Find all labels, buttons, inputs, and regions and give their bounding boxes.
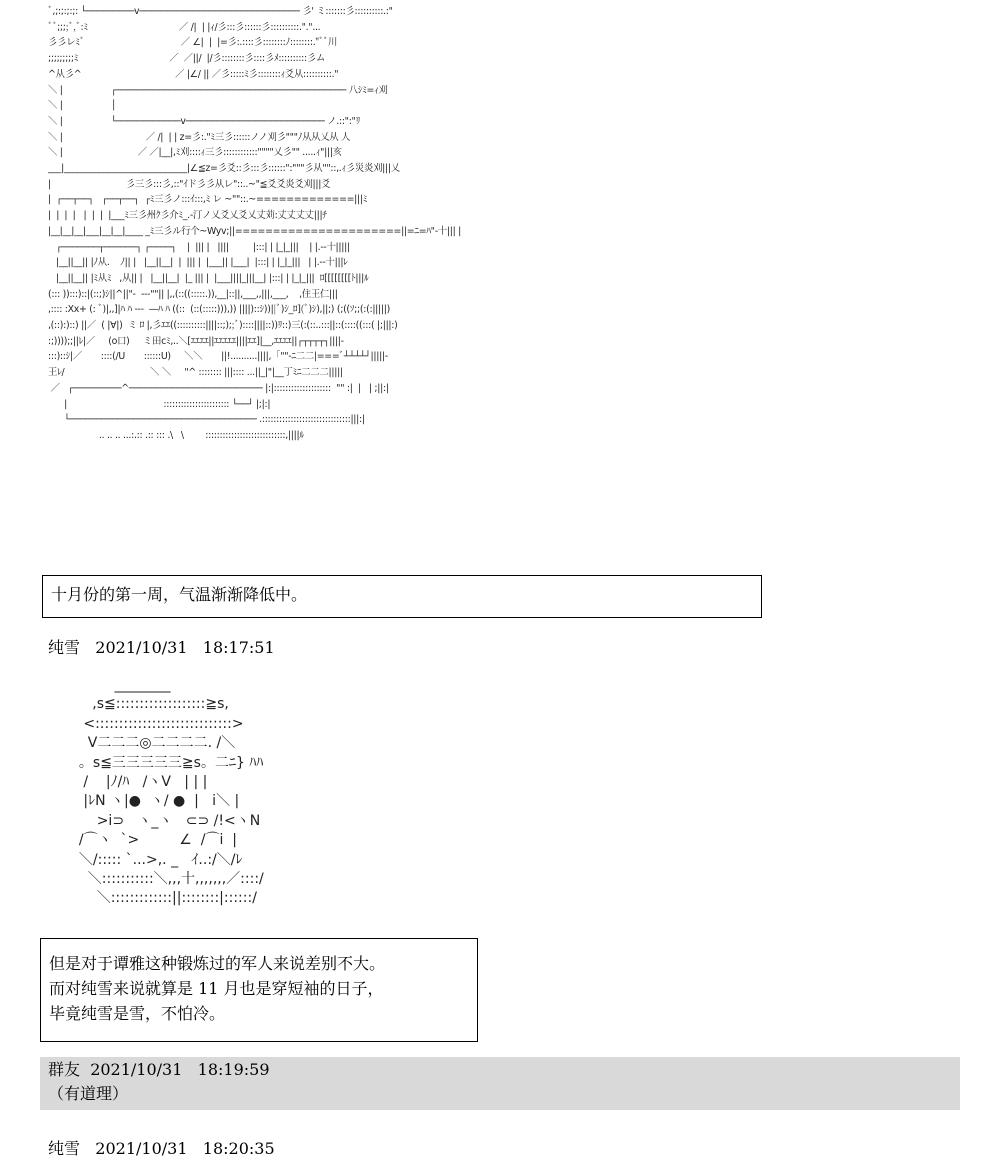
post-author: 纯雪 (48, 638, 81, 657)
reply-text: （有道理） (48, 1084, 129, 1103)
ascii-art-character: ________ ,s≦:::::::::::::::::::≧s, <:::::::::::::::::::::::::::::> V二二二◎二二二二. /＼ 。s≦三三三三三≧s。二ﾆ} ﾊﾊ / |ﾉ/ﾊ /ヽV | | | |ﾚN ヽ|● ヽ/ ● | i＼ | >i⊃ ヽ_ヽ ⊂⊃ /!<ヽN /⌒ヽ `> ∠ /⌒i | ＼/::::: `...>,. _ ｲ..:/＼/ﾚ ＼:::::::::::＼,,,十,,,,,,,／::::/ ＼:::::::::::::||::::::::|::::::/ (78, 677, 264, 907)
reply-post (40, 1057, 960, 1110)
narration-line: 而对纯雪来说就算是 11 月也是穿短袖的日子， (49, 979, 384, 998)
narration-box (40, 938, 478, 1042)
narration-line: 毕竟纯雪是雪，不怕冷。 (49, 1004, 226, 1023)
post-header (48, 637, 275, 659)
post-date: 2021/10/31 (95, 1139, 188, 1158)
narration-box (42, 575, 762, 618)
post-author: 纯雪 (48, 1139, 81, 1158)
post-date: 2021/10/31 (90, 1060, 183, 1079)
post-header (48, 1138, 275, 1160)
post-date: 2021/10/31 (95, 638, 188, 657)
post-time: 18:19:59 (197, 1060, 270, 1079)
ascii-art-street-scene: ﾞ,;:;:;:;: └─────────v────────────────────────────── 彡' ミ:::::::彡::::::::::.:" ﾞﾞ;;;;ﾞ,ﾞ:ﾐ ／ /| | |ｨ/彡:::彡::::::彡::::::::::."."... 彡彡レﾐﾞ ／ ∠| | |=彡:.::::彡::::::::ﾉ::::::::."ﾞﾞ川 ;;;;;;;;;ﾐ ／ ／||/ |/彡::::::::彡::::彡ﾒ::::::::::彡ム ^从彡^ ／ |∠/ || ／彡:::::ﾐ彡::::::::ｨ爻从::::::::::." ＼ | ┌─────────────────────────────────────────── 八ｼﾐ=ｨ刈 ＼ | │ ＼ | └────────────v────────────────────────── ノ.::":"ﾘ ＼ | ／ /| | | z=彡:."ﾐ三彡::::::ノノ刈彡"""ﾉ从从乂从 人 ＼ | ／ ／|__|,ﾐ刈::::ｨ三彡::::::::::::""""乂彡"" .....ｨ"|||亥 ___|____________________________|∠≦z=彡爻::彡:::彡::::::":"""彡从""::,.ｨ彡災炎刈|||乂 | 彡三彡:::彡,::"ｲド彡彡从レ"::..~"≦爻爻炎爻刈|||爻 | ┌──┬──┐ ┌──┬──┐ ┌ﾐ三彡ノ:::ｲ:::,ﾐ レ ~""::.~=============|||ﾐ | | | | | | | |___ﾐ三彡州ｸ彡介ﾐ_.-汀ノ乂爻乂爻乂丈苅:丈丈丈丈|||ﾁ |__|__|__|___|__|__|____ _ﾐ三彡ル行个~Wyv;||======================||=ﾆ=ﾊ"-十||| | ┌───────┬──────┐ ┌────┐ | ||| | |||| |:::| | |_|_||| | |.--十||||| |__||__|| |ﾉ从. ﾉ|| | |__||__| | ||| | |___|| |___| |:::| | |_|_||| | |.--十|||ﾚ |__||__|| |ﾐ从ﾐ ,从|| | |__||__| |_ ||| | |___||||_|||__| |:::| | |_|_||| ﾛ[[[[[[[[ﾄ|||ﾙ (::: )):::)::|(::;)ｼ||^||"- ---""|| |,,(::((:::::.)),__|::||,___,,|||,___, ,住王仁||| ,:::: :Xx+ (: ﾞ)|,,]|ﾊ ﾊ --- ―ﾊ ﾊ ((:: (::(:::::))),)) ||||)::ｼ))||ﾞ)ｼ_ﾛ](ﾞ)ｼ),||;) (;((ｿ;;(:(:|||||) ,(::):)::) ||／ ( |∀|) ミ ﾛ |,彡ｴｴ((::::::::::||||::;);;ﾞ)::::||||::))ﾘ::)三(:(::..:::||::(::::((:::( |;|||:) :;))));;||ﾚ|／ (o口) ミ田cﾐ,..＼[ｴｴｴｴ||ｴｴｴｴｴ||||ｴｴ]|__,ｴｴｴｴ||┌┬┬┬┬┐||||- :::)::ｼ|／ ::::(/U ::::::U) ＼＼ ||!..........||||,「""-ﾆ二二|===ﾞ┴┴┴┴┘|||||- 王ﾚ/ ＼ ＼ "^ :::::::: |||:::: ...||_|"|__丁ﾐﾆ二二二||||| ／ ┌─────────^───────────────────────── |:|:::::::::::::::::::: "" :| | | ;||:| | ::::::::::::::::::::::: └──┘ |;|:| └─────────────────────────────────── .:::::::::::::::::::::::::::::::|||:| .. .. .. ...:.:: .:: ::: .\ \ ::::::::::::::::::::::::::::,||||ﾙ (48, 6, 461, 441)
post-header (48, 1059, 270, 1081)
post-time: 18:20:35 (202, 1139, 275, 1158)
post-time: 18:17:51 (202, 638, 275, 657)
narration-line: 但是对于谭雅这种锻炼过的军人来说差别不大。 (49, 954, 386, 973)
post-author: 群友 (48, 1060, 81, 1079)
narration-text: 十月份的第一周，气温渐渐降低中。 (51, 585, 308, 604)
